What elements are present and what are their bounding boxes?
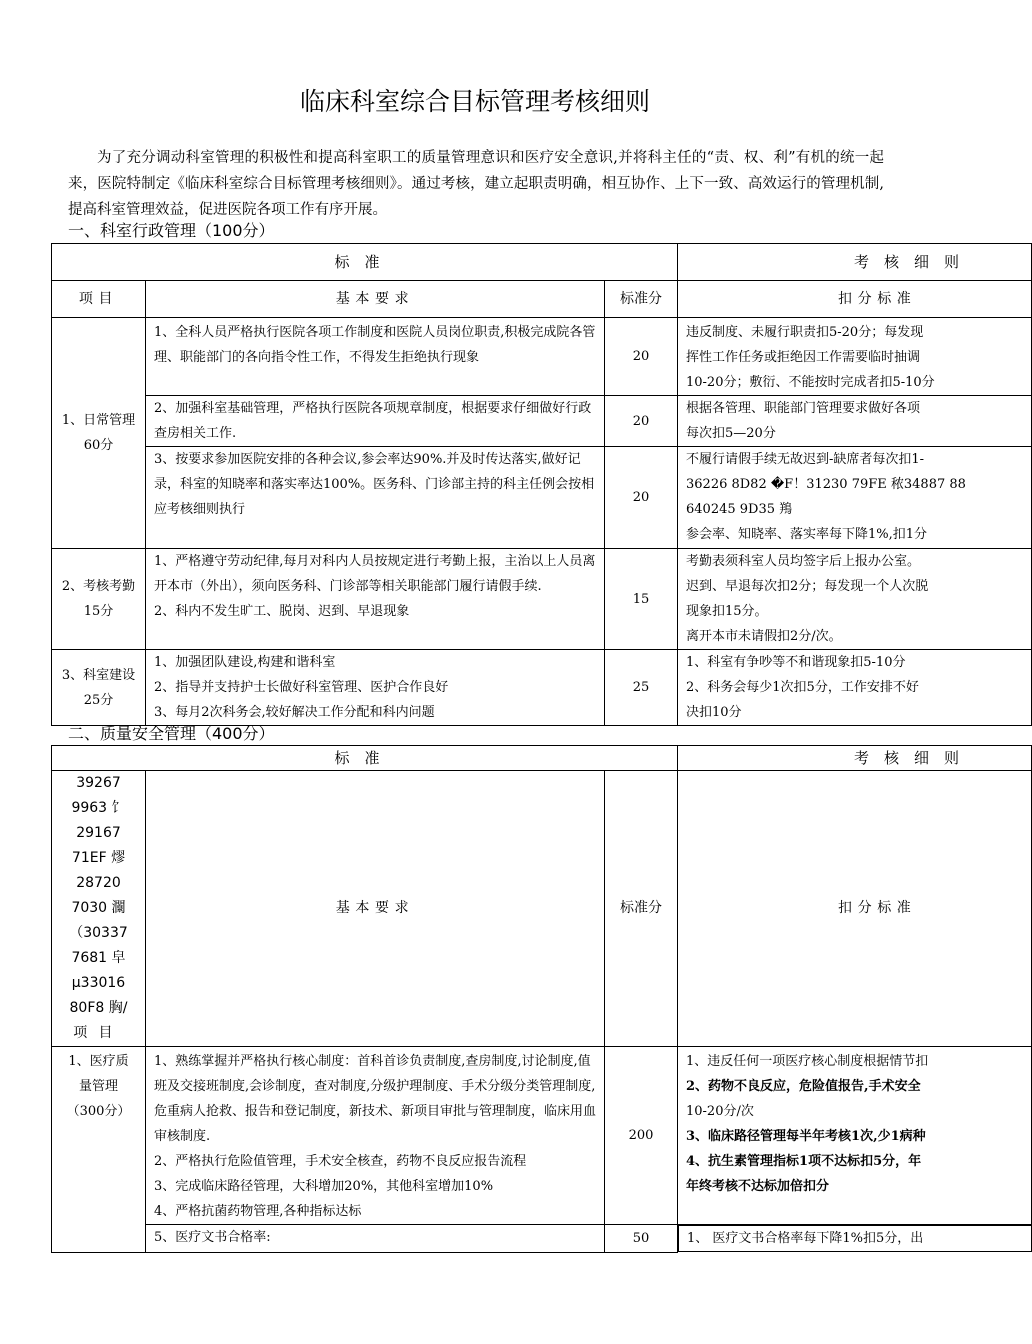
table-row <box>52 1225 1032 1253</box>
item-department-building: 3、科室建设25分 <box>52 650 146 726</box>
deduction-text: 1、科室有争吵等不和谐现象扣5-10分 2、科务会每少1次扣5分，工作安排不好 决扣10分 <box>678 650 1032 726</box>
standard-score: 20 <box>605 318 678 396</box>
col-item: 39267 9963 饣 29167 71EF 熮 28720 7030 灁 （30337 7681 皁 µ33016 80F8 胸/ 项目 <box>52 771 146 1047</box>
table-row <box>52 650 1032 726</box>
standard-score: 50 <box>605 1225 678 1253</box>
section1-heading: 一、科室行政管理（100分） <box>68 221 275 240</box>
requirement-text: 5、医疗文书合格率: <box>146 1225 605 1253</box>
deduction-text: 1、 医疗文书合格率每下降1%扣5分，出 <box>678 1225 1032 1252</box>
requirement-text: 1、严格遵守劳动纪律,每月对科内人员按规定进行考勤上报，主治以上人员离开本市（外出），须向医务科、门诊部等相关职能部门履行请假手续. 2、科内不发生旷工、脱岗、迟到、早退现象 <box>146 549 605 650</box>
table-row <box>52 549 1032 650</box>
admin-management-table <box>51 243 1032 726</box>
requirement-text: 1、全科人员严格执行医院各项工作制度和医院人员岗位职责,积极完成院各管理、职能部门的各向指令性工作，不得发生拒绝执行现象 <box>146 318 605 396</box>
header-assessment-detail: 考核细则 <box>678 746 1032 771</box>
col-standard-score: 标准分 <box>605 771 678 1047</box>
requirement-text: 1、熟练掌握并严格执行核心制度：首科首诊负责制度,查房制度,讨论制度,值班及交接班制度,会诊制度，查对制度,分级护理制度、手术分级分类管理制度,危重病人抢救、报告和登记制度，新技术、新项目审批与管理制度，临床用血审核制度. 2、严格执行危险值管理，手术安全核查，药物不良反应报告流程 3、完成临床路径管理，大科增加20%，其他科室增加10% 4、严格抗菌药物管理,各种指标达标 <box>146 1047 605 1225</box>
col-standard-score: 标准分 <box>605 281 678 318</box>
document-title: 临床科室综合目标管理考核细则 <box>299 87 650 116</box>
standard-score: 20 <box>605 447 678 549</box>
standard-score: 200 <box>605 1047 678 1225</box>
standard-score: 15 <box>605 549 678 650</box>
standard-score: 25 <box>605 650 678 726</box>
requirement-text: 1、加强团队建设,构建和谐科室 2、指导并支持护士长做好科室管理、医护合作良好 3、每月2次科务会,较好解决工作分配和科内问题 <box>146 650 605 726</box>
col-deduction-standard: 扣分标准 <box>678 281 1032 318</box>
header-assessment-detail: 考核细则 <box>678 244 1032 281</box>
col-basic-requirement: 基本要求 <box>146 771 605 1047</box>
item-attendance: 2、考核考勤15分 <box>52 549 146 650</box>
header-standard: 标准 <box>52 244 678 281</box>
col-basic-requirement: 基本要求 <box>146 281 605 318</box>
header-standard: 标准 <box>52 746 678 771</box>
deduction-text: 考勤表须科室人员均签字后上报办公室。 迟到、早退每次扣2分；每发现一个人次脱 现象扣15分。 离开本市未请假扣2分/次。 <box>678 549 1032 650</box>
table-row <box>52 318 1032 396</box>
table-row <box>52 1047 1032 1225</box>
item-medical-quality: 1、医疗质 量管理 （300分） <box>52 1047 146 1253</box>
item-daily-management: 1、日常管理60分 <box>52 318 146 549</box>
col-item: 项目 <box>52 281 146 318</box>
section2-heading: 二、质量安全管理（400分） <box>68 724 275 743</box>
deduction-text: 不履行请假手续无故迟到-缺席者每次扣1- 36226 8D82 �F！31230 79FE 秾34887 88 640245 9D35 鴹 参会率、知晓率、落实率每下降1%,扣1分 <box>678 447 1032 549</box>
table-row <box>52 447 1032 549</box>
requirement-text: 2、加强科室基础管理，严格执行医院各项规章制度，根据要求仔细做好行政查房相关工作. <box>146 396 605 447</box>
deduction-text: 违反制度、未履行职责扣5-20分；每发现 挥性工作任务或拒绝因工作需要临时抽调 10-20分；敷衍、不能按时完成者扣5-10分 <box>678 318 1032 396</box>
requirement-text: 3、按要求参加医院安排的各种会议,参会率达90%.并及时传达落实,做好记录，科室的知晓率和落实率达100%。医务科、门诊部主持的科主任例会按相应考核细则执行 <box>146 447 605 549</box>
deduction-text: 根据各管理、职能部门管理要求做好各项 每次扣5—20分 <box>678 396 1032 447</box>
table-row <box>52 396 1032 447</box>
intro-paragraph: 为了充分调动科室管理的积极性和提高科室职工的质量管理意识和医疗安全意识,并将科主任的“责、权、利”有机的统一起来，医院特制定《临床科室综合目标管理考核细则》。通过考核，建立起职责明确，相互协作、上下一致、高效运行的管理机制,提高科室管理效益，促进医院各项工作有序开展。 <box>68 150 884 218</box>
deduction-text: 1、违反任何一项医疗核心制度根据情节扣 2、药物不良反应，危险值报告,手术安全 10-20分/次 3、临床路径管理每半年考核1次,少1病种 4、抗生素管理指标1项不达标扣5分，年 年终考核不达标加倍扣分 <box>678 1047 1032 1225</box>
col-deduction-standard: 扣分标准 <box>678 771 1032 1047</box>
standard-score: 20 <box>605 396 678 447</box>
quality-safety-table <box>51 745 1032 1253</box>
